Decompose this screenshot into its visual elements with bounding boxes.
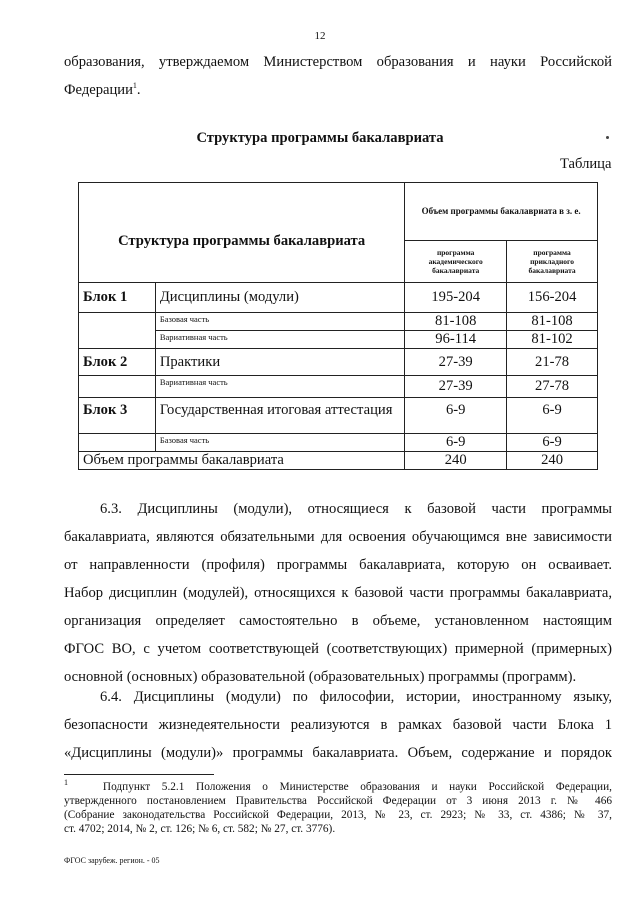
table-header-academic: программа академического бакалавриата xyxy=(405,241,507,283)
intro-text: Федерации xyxy=(64,82,133,98)
table-total-row xyxy=(79,452,598,470)
footnote-line: (Собрание законодательства Российской Федерации, 2013, № 23, ст. 2923; № 33, ст. 4386; № 37, xyxy=(64,809,612,821)
paragraph-line: ФГОС ВО, с учетом соответствующей (соответствующих) примерной (примерных) xyxy=(64,641,612,657)
table-label: Таблица xyxy=(560,156,612,172)
paragraph-line: основной (основных) образовательной (образовательных) программы (программ). xyxy=(64,669,577,685)
row-name: Базовая часть xyxy=(155,434,404,452)
paragraph-line: бакалавриата, являются обязательными для освоения обучающимся вне зависимости xyxy=(64,529,612,545)
block-cell-empty xyxy=(79,376,156,398)
value-academic: 6-9 xyxy=(405,398,507,434)
intro-line-last xyxy=(64,76,612,104)
intro-line: образования, утверждаемом Министерством образования и науки Российской xyxy=(64,54,612,70)
value-academic: 6-9 xyxy=(405,434,507,452)
value-academic: 96-114 xyxy=(405,331,507,349)
value-applied: 81-108 xyxy=(507,313,598,331)
paragraph-line: безопасности жизнедеятельности реализуются в рамках базовой части Блока 1 xyxy=(64,717,612,733)
row-name: Государственная итоговая аттестация xyxy=(155,398,404,434)
value-applied: 27-78 xyxy=(507,376,598,398)
value-academic: 27-39 xyxy=(405,349,507,376)
table-header-applied: программа прикладного бакалавриата xyxy=(507,241,598,283)
table-row xyxy=(79,434,598,452)
total-academic: 240 xyxy=(405,452,507,470)
row-name: Практики xyxy=(155,349,404,376)
total-applied: 240 xyxy=(507,452,598,470)
paragraph-line: Набор дисциплин (модулей), относящихся к базовой части программы бакалавриата, xyxy=(64,585,612,601)
row-name: Дисциплины (модули) xyxy=(155,283,404,313)
paragraph-6-3 xyxy=(64,495,612,691)
footnote-line: утвержденного постановлением Правительства Российской Федерации от 3 июня 2013 г. № 466 xyxy=(64,795,612,807)
paragraph-line: 6.3. Дисциплины (модули), относящиеся к базовой части программы xyxy=(100,501,612,517)
table-row xyxy=(79,283,598,313)
footnote-reference: 1 xyxy=(132,81,137,91)
value-applied: 156-204 xyxy=(507,283,598,313)
footnote xyxy=(64,780,612,836)
intro-paragraph xyxy=(64,48,612,104)
paragraph-line: от направленности (профиля) программы бакалавриата, которую он осваивает. xyxy=(64,557,612,573)
value-applied: 21-78 xyxy=(507,349,598,376)
total-label: Объем программы бакалавриата xyxy=(79,452,405,470)
intro-period: . xyxy=(136,82,141,98)
paragraph-line: организация определяет самостоятельно в объеме, установленном настоящим xyxy=(64,613,612,629)
footnote-text: Подпункт 5.2.1 Положения о Министерстве образования и науки Российской Федерации, xyxy=(102,781,612,793)
paragraph-line: 6.4. Дисциплины (модули) по философии, истории, иностранному языку, xyxy=(100,689,612,705)
scan-speck xyxy=(606,136,609,139)
footnote-line: ст. 4702; 2014, № 2, ст. 126; № 6, ст. 582; № 27, ст. 3776). xyxy=(64,823,336,835)
row-name: Вариативная часть xyxy=(155,331,404,349)
value-applied: 6-9 xyxy=(507,434,598,452)
paragraph-line: «Дисциплины (модули)» программы бакалавриата. Объем, содержание и порядок xyxy=(64,745,612,761)
value-academic: 195-204 xyxy=(405,283,507,313)
footnote-line xyxy=(64,780,612,794)
block-cell: Блок 3 xyxy=(79,398,156,434)
block-cell: Блок 1 xyxy=(79,283,156,313)
table-row xyxy=(79,331,598,349)
row-name: Базовая часть xyxy=(155,313,404,331)
table-row xyxy=(79,349,598,376)
value-applied: 6-9 xyxy=(507,398,598,434)
value-applied: 81-102 xyxy=(507,331,598,349)
block-cell-empty xyxy=(79,313,156,349)
document-code: ФГОС зарубеж. регион. - 05 xyxy=(64,856,160,865)
row-name: Вариативная часть xyxy=(155,376,404,398)
table-header-volume: Объем программы бакалавриата в з. е. xyxy=(405,183,598,241)
table-row xyxy=(79,313,598,331)
table-header-structure: Структура программы бакалавриата xyxy=(79,183,405,283)
block-cell: Блок 2 xyxy=(79,349,156,376)
value-academic: 27-39 xyxy=(405,376,507,398)
block-cell-empty xyxy=(79,434,156,452)
table-row xyxy=(79,398,598,434)
paragraph-6-4 xyxy=(64,683,612,767)
section-heading: Структура программы бакалавриата xyxy=(196,130,444,146)
table-row xyxy=(79,376,598,398)
footnote-separator xyxy=(64,774,214,775)
program-structure-table xyxy=(78,182,598,470)
footnote-mark: 1 xyxy=(64,778,68,788)
value-academic: 81-108 xyxy=(405,313,507,331)
page-number: 12 xyxy=(314,30,326,42)
